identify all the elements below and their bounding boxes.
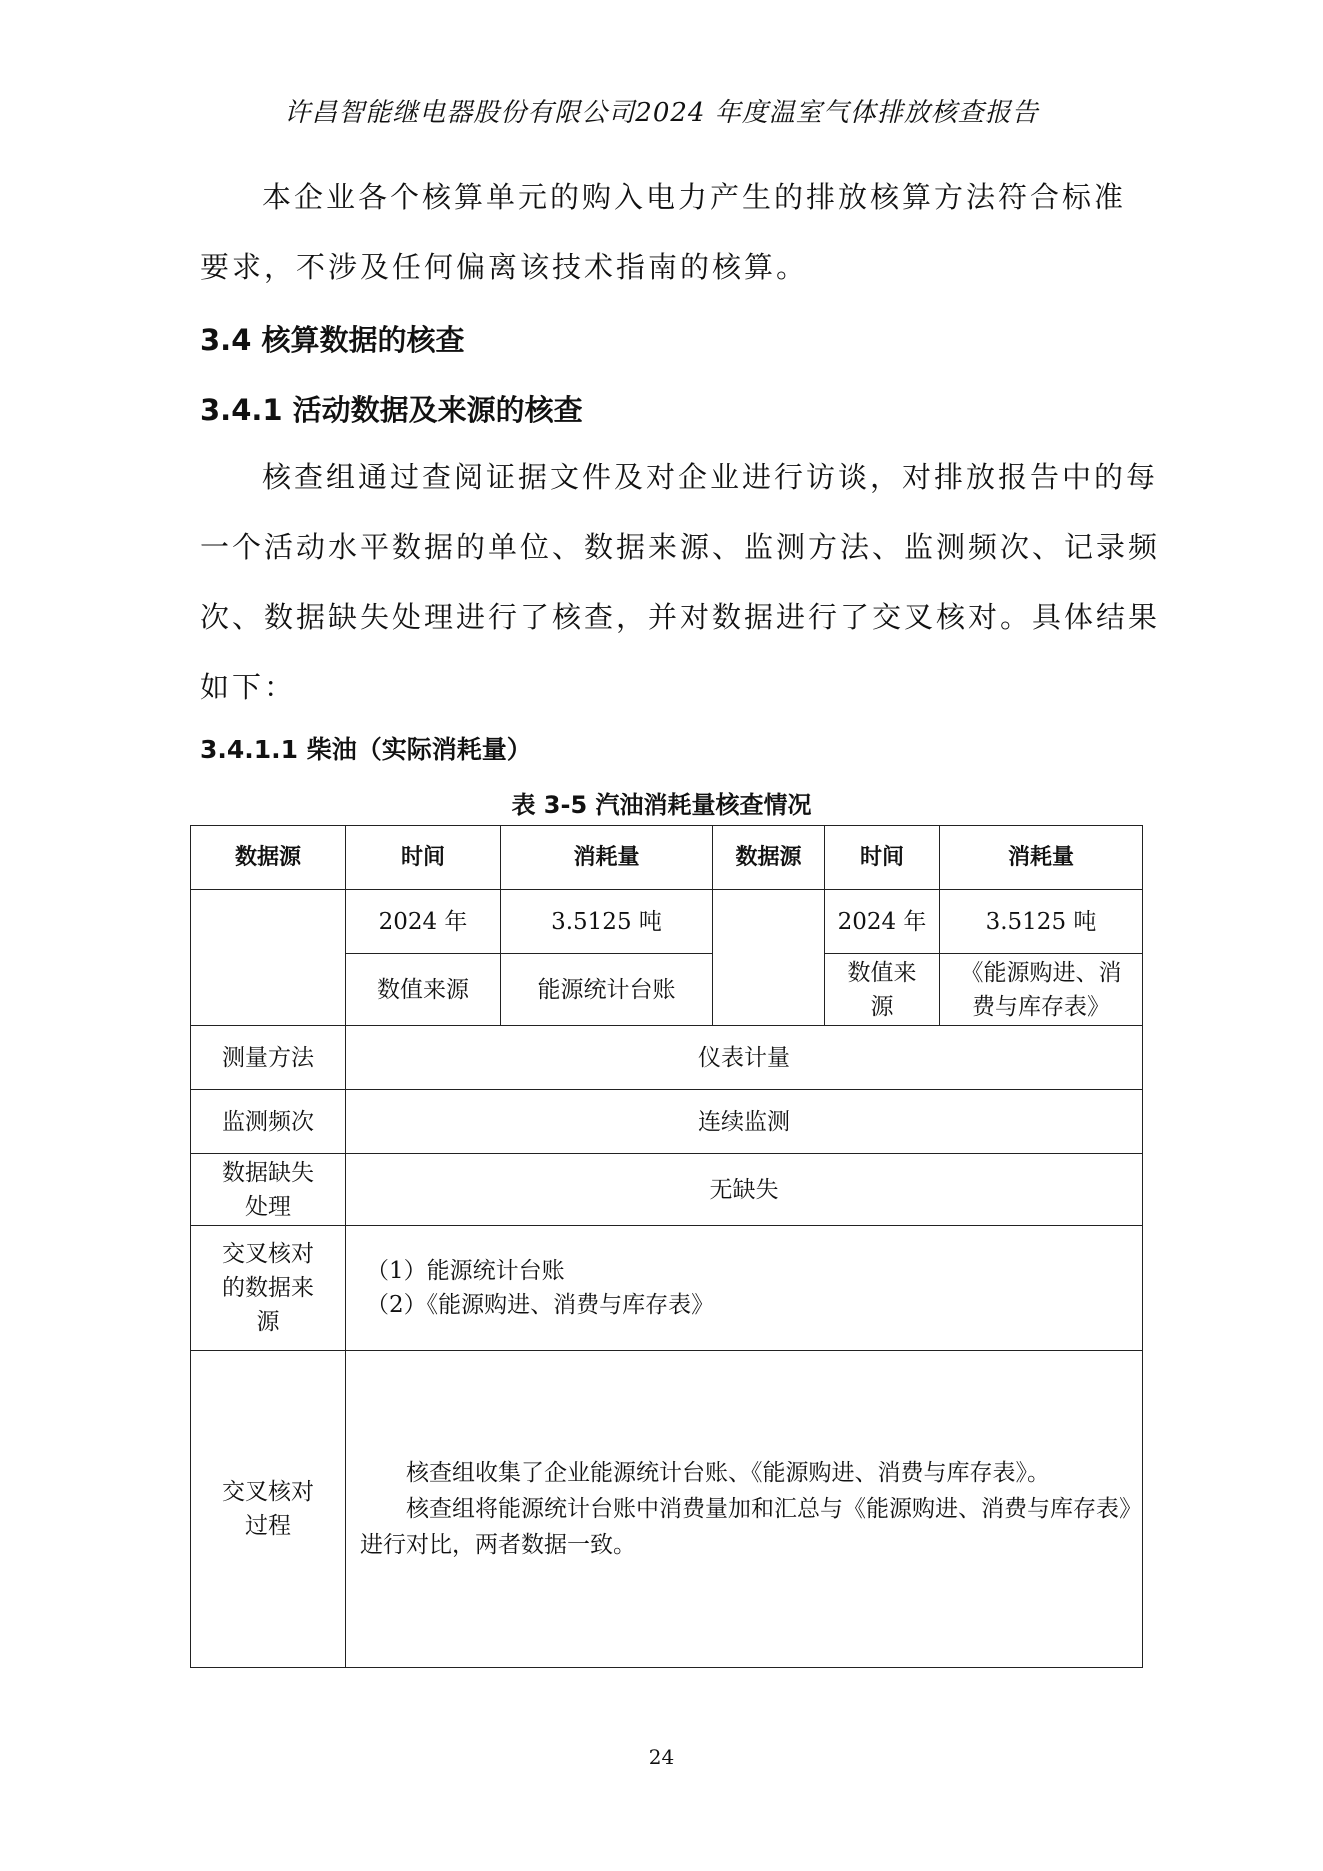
section-3-4-1-1-heading: 3.4.1.1 柴油（实际消耗量） xyxy=(200,735,532,764)
section-3-4-heading: 3.4 核算数据的核查 xyxy=(200,323,465,357)
cross-source-item-2: （2）《能源购进、消费与库存表》 xyxy=(366,1292,715,1318)
origin-value-2-line-2: 费与库存表》 xyxy=(972,993,1110,1020)
value-cell-2: 3.5125 吨 xyxy=(940,890,1143,954)
cross-process-label-line-2: 过程 xyxy=(245,1513,291,1539)
paragraph-line-4: 如下： xyxy=(200,670,297,704)
missing-label-line-2: 处理 xyxy=(245,1193,291,1220)
missing-label xyxy=(191,1154,346,1226)
table-row-year xyxy=(191,890,1143,954)
header-time-1: 时间 xyxy=(346,826,501,890)
frequency-value: 连续监测 xyxy=(346,1090,1143,1154)
cross-source-label xyxy=(191,1226,346,1351)
header-consumption-2: 消耗量 xyxy=(940,826,1143,890)
header-time-2: 时间 xyxy=(825,826,940,890)
header-consumption-1: 消耗量 xyxy=(501,826,713,890)
table-row-measurement xyxy=(191,1026,1143,1090)
missing-value: 无缺失 xyxy=(346,1154,1143,1226)
origin-value-2-line-1: 《能源购进、消 xyxy=(960,959,1122,986)
paragraph-line-2: 一个活动水平数据的单位、数据来源、监测方法、监测频次、记录频 xyxy=(200,530,1161,564)
page-number: 24 xyxy=(648,1745,675,1769)
section-3-4-1-heading: 3.4.1 活动数据及来源的核查 xyxy=(200,393,583,427)
origin-label-2-line-2: 源 xyxy=(870,993,894,1020)
cross-source-label-line-2: 的数据来 xyxy=(222,1275,314,1301)
table-row-missing xyxy=(191,1154,1143,1226)
value-cell-1: 3.5125 吨 xyxy=(501,890,713,954)
header-source-1: 数据源 xyxy=(191,826,346,890)
intro-line-2: 要求，不涉及任何偏离该技术指南的核算。 xyxy=(200,250,809,284)
audit-table xyxy=(190,825,1143,1668)
cross-source-label-line-1: 交叉核对 xyxy=(222,1241,314,1267)
cross-source-label-line-3: 源 xyxy=(256,1309,280,1335)
header-source-2: 数据源 xyxy=(713,826,825,890)
paragraph-line-3: 次、数据缺失处理进行了核查，并对数据进行了交叉核对。具体结果 xyxy=(200,600,1161,634)
table-row-cross-process xyxy=(191,1351,1143,1668)
cross-process-label xyxy=(191,1351,346,1668)
cross-source-value xyxy=(346,1226,1143,1351)
table-header-row xyxy=(191,826,1143,890)
intro-paragraph xyxy=(200,175,1140,295)
page-header: 许昌智能继电器股份有限公司2024 年度温室气体排放核查报告 xyxy=(284,98,1039,128)
source-cell-2 xyxy=(713,890,825,1026)
measurement-value: 仪表计量 xyxy=(346,1026,1143,1090)
origin-label-2 xyxy=(825,954,940,1026)
origin-value-1: 能源统计台账 xyxy=(501,954,713,1026)
origin-label-2-line-1: 数值来 xyxy=(847,959,917,986)
source-cell-1 xyxy=(191,890,346,1026)
cross-source-item-1: （1）能源统计台账 xyxy=(366,1258,565,1284)
origin-value-2 xyxy=(940,954,1143,1026)
origin-label-1: 数值来源 xyxy=(346,954,501,1026)
cross-process-paragraph-2: 核查组将能源统计台账中消费量加和汇总与《能源购进、消费与库存表》进行对比，两者数据一致。 xyxy=(360,1496,1131,1558)
frequency-label: 监测频次 xyxy=(191,1090,346,1154)
intro-line-1: 本企业各个核算单元的购入电力产生的排放核算方法符合标准 xyxy=(262,180,1127,214)
table-row-frequency xyxy=(191,1090,1143,1154)
year-cell-1: 2024 年 xyxy=(346,890,501,954)
cross-process-label-line-1: 交叉核对 xyxy=(222,1479,314,1505)
missing-label-line-1: 数据缺失 xyxy=(222,1159,314,1186)
measurement-label: 测量方法 xyxy=(191,1026,346,1090)
cross-process-paragraph-1: 核查组收集了企业能源统计台账、《能源购进、消费与库存表》。 xyxy=(406,1460,1050,1486)
cross-process-value xyxy=(346,1351,1143,1668)
section-3-4-1-paragraph xyxy=(200,455,1161,715)
paragraph-line-1: 核查组通过查阅证据文件及对企业进行访谈，对排放报告中的每 xyxy=(262,460,1159,494)
table-caption: 表 3-5 汽油消耗量核查情况 xyxy=(511,791,812,819)
year-cell-2: 2024 年 xyxy=(825,890,940,954)
table-row-cross-source xyxy=(191,1226,1143,1351)
